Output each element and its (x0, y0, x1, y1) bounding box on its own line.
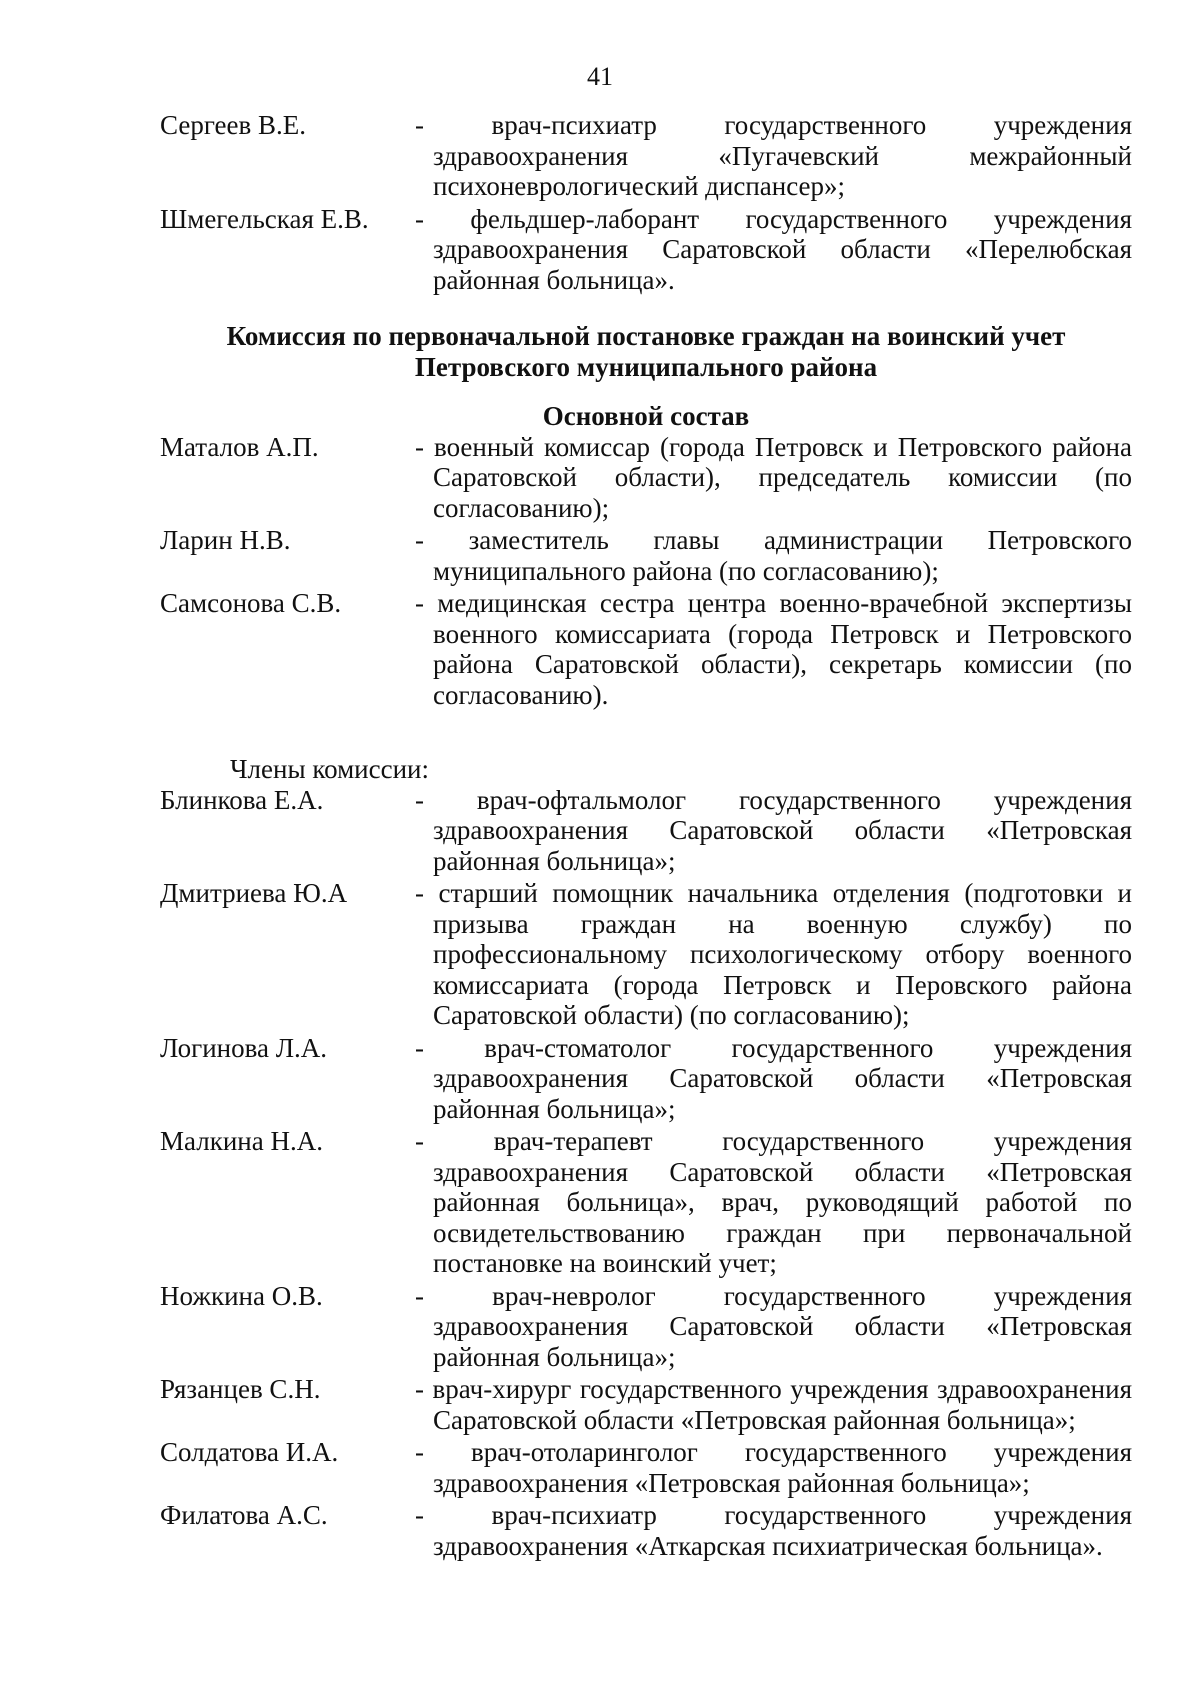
main-composition-title: Основной состав (542, 401, 750, 431)
entry-name: Сергеев В.Е. (160, 110, 307, 140)
entry-description: - фельдшер-лаборант государственного учреждения здравоохранения Саратовской области «Перелюбская районная больница». (415, 203, 1132, 295)
entry-dmitrieva (160, 878, 1132, 1031)
members-label: Члены комиссии: (230, 754, 429, 784)
entry-name: Дмитриева Ю.А (160, 878, 348, 908)
entry-description: - военный комиссар (города Петровск и Петровского района Саратовской области), председатель комиссии (по согласованию); (415, 431, 1132, 523)
entry-description: - врач-терапевт государственного учреждения здравоохранения Саратовской области «Петровская районная больница», врач, руководящий работой по освидетельствованию граждан при первоначальной постановке на воинский учет; (415, 1126, 1132, 1278)
entry-malkina (160, 1126, 1132, 1279)
entry-nozhkina (160, 1281, 1132, 1373)
entry-description: - врач-хирург государственного учреждения здравоохранения Саратовской области «Петровская районная больница»; (415, 1374, 1132, 1435)
entry-name: Самсонова С.В. (160, 588, 342, 618)
entry-name: Солдатова И.А. (160, 1437, 339, 1467)
entry-name: Ларин Н.В. (160, 525, 291, 555)
entry-description: - врач-офтальмолог государственного учреждения здравоохранения Саратовской области «Петровская районная больница»; (415, 784, 1132, 876)
entry-shmegelskaya (160, 204, 1132, 296)
entry-description: - врач-отоларинголог государственного учреждения здравоохранения «Петровская районная больница»; (415, 1437, 1132, 1498)
entry-blinkova (160, 785, 1132, 877)
commission-title (160, 321, 1132, 383)
entry-description: - врач-стоматолог государственного учреждения здравоохранения Саратовской области «Петровская районная больница»; (415, 1032, 1132, 1124)
entry-name: Логинова Л.А. (160, 1032, 328, 1063)
entry-description: - врач-психиатр государственного учреждения здравоохранения «Аткарская психиатрическая больница». (415, 1500, 1132, 1561)
commission-title-line2: Петровского муниципального района (414, 352, 878, 382)
commission-title-line1: Комиссия по первоначальной постановке граждан на воинский учет (226, 321, 1066, 351)
entry-larin (160, 525, 1132, 586)
entry-name: Блинкова Е.А. (160, 784, 324, 815)
entry-loginova (160, 1033, 1132, 1125)
entry-description: - заместитель главы администрации Петровского муниципального района (по согласованию); (415, 525, 1132, 586)
entry-soldatova (160, 1437, 1132, 1498)
entry-description: - старший помощник начальника отделения (подготовки и призыва граждан на военную службу) по профессиональному психологическому отбору военного комиссариата (города Петровск и Перовского района Саратовской области) (по согласованию); (415, 878, 1132, 1030)
entry-filatova (160, 1500, 1132, 1561)
entry-name: Шмегельская Е.В. (160, 203, 369, 234)
entry-name: Рязанцев С.Н. (160, 1374, 321, 1404)
entry-description: - медицинская сестра центра военно-врачебной экспертизы военного комиссариата (города Петровск и Петровского района Саратовской области), секретарь комиссии (по согласованию). (415, 588, 1132, 710)
document-content (160, 110, 1132, 1561)
entry-matalov (160, 432, 1132, 524)
entry-description: - врач-невролог государственного учреждения здравоохранения Саратовской области «Петровская районная больница»; (415, 1280, 1132, 1372)
entry-description: - врач-психиатр государственного учреждения здравоохранения «Пугачевский межрайонный психоневрологический диспансер»; (415, 110, 1132, 201)
page-number: 41 (587, 62, 613, 91)
entry-ryazantsev (160, 1374, 1132, 1435)
entry-name: Ножкина О.В. (160, 1280, 323, 1311)
entry-name: Малкина Н.А. (160, 1126, 323, 1156)
entry-sergeev (160, 110, 1132, 202)
entry-name: Маталов А.П. (160, 431, 319, 462)
entry-name: Филатова А.С. (160, 1500, 328, 1530)
entry-samsonova (160, 588, 1132, 710)
